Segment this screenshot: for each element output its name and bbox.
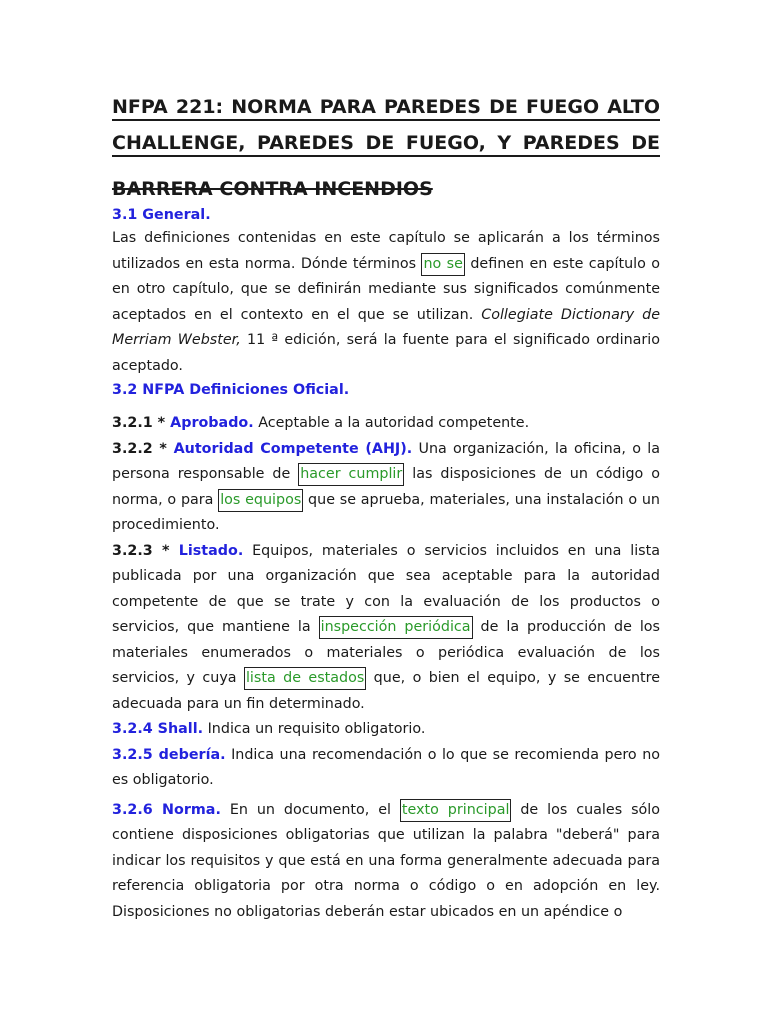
- text-run: 11 ª edición, será la fuente para el significado ordinario aceptado.: [112, 332, 661, 374]
- section-3-1-heading: 3.1 General.: [112, 207, 211, 223]
- definition-text: que se aprueba, materiales, una instalación o un procedimiento.: [112, 491, 660, 533]
- highlight-no-se: no se: [421, 253, 464, 276]
- definition-text: Indica un requisito obligatorio.: [203, 721, 426, 737]
- definition-3-2-3: [112, 539, 660, 718]
- document-body: [112, 204, 660, 925]
- document-page: [112, 92, 660, 925]
- definition-term: Aprobado.: [170, 415, 254, 431]
- highlight-texto-principal: texto principal: [400, 799, 512, 822]
- definition-term: 3.2.6 Norma.: [112, 801, 221, 818]
- text-run: Las definiciones contenidas en este capítulo se aplicarán a los términos utilizados en esta norma. Dónde términos: [112, 230, 660, 272]
- title-line-3: BARRERA CONTRA INCENDIOS: [112, 178, 433, 200]
- definition-3-2-6: [112, 798, 660, 926]
- definition-term: Listado.: [178, 542, 244, 559]
- section-3-1-paragraph: [112, 226, 660, 379]
- definition-text: Equipos, materiales o servicios incluidos en una lista publicada por una organización que sea aceptable para la autoridad competente de que se trate y con la evaluación de los productos o servicios, que mantiene la: [112, 542, 660, 635]
- definition-term: Autoridad Competente (AHJ).: [173, 440, 413, 457]
- highlight-inspeccion-periodica: inspección periódica: [319, 616, 473, 639]
- definition-text: Una organización, la oficina, o la persona responsable de: [112, 440, 660, 482]
- dictionary-title: Collegiate Dictionary de Merriam Webster,: [112, 306, 661, 348]
- definition-text: que, o bien el equipo, y se encuentre adecuada para un fin determinado.: [112, 670, 660, 712]
- definition-text: En un documento, el: [220, 801, 400, 818]
- definition-text: de los cuales sólo contiene disposiciones obligatorias que utilizan la palabra "deberá" para indicar los requisitos y que está en una forma generalmente adecuada para referencia obligatoria por otra norma o código o en adopción en ley. Disposiciones no obligatorias deberán estar ubicados en un apéndice o: [112, 801, 660, 920]
- definition-number: 3.2.1 *: [112, 415, 171, 431]
- document-title: [112, 92, 660, 204]
- definition-text: Indica una recomendación o lo que se recomienda pero no es obligatorio.: [112, 746, 661, 788]
- definition-term: 3.2.5 debería.: [112, 746, 226, 763]
- text-run: definen en este capítulo o en otro capítulo, que se definirán mediante sus significados comúnmente aceptados en el contexto en el que se utilizan.: [112, 255, 660, 323]
- title-line-1: NFPA 221: NORMA PARA PAREDES DE FUEGO ALTO: [112, 96, 660, 118]
- definition-text: Aceptable a la autoridad competente.: [253, 415, 530, 431]
- highlight-lista-de-estados: lista de estados: [244, 667, 366, 690]
- definition-text: las disposiciones de un código o norma, o para: [112, 466, 660, 508]
- definition-term: 3.2.4 Shall.: [112, 721, 204, 737]
- highlight-hacer-cumplir: hacer cumplir: [298, 463, 404, 486]
- definition-number: 3.2.2 *: [112, 440, 174, 457]
- highlight-los-equipos: los equipos: [218, 489, 303, 512]
- definition-text: de la producción de los materiales enumerados o materiales o periódica evaluación de los servicios, y cuya: [112, 619, 661, 686]
- definition-number: 3.2.3 *: [112, 542, 179, 559]
- definition-3-2-4: [112, 717, 660, 743]
- definition-3-2-2: [112, 437, 660, 539]
- section-3-2-heading: 3.2 NFPA Definiciones Oficial.: [112, 382, 350, 398]
- title-line-2: CHALLENGE, PAREDES DE FUEGO, Y PAREDES DE: [112, 132, 660, 154]
- definition-3-2-5: [112, 743, 660, 794]
- definition-3-2-1: [112, 411, 660, 437]
